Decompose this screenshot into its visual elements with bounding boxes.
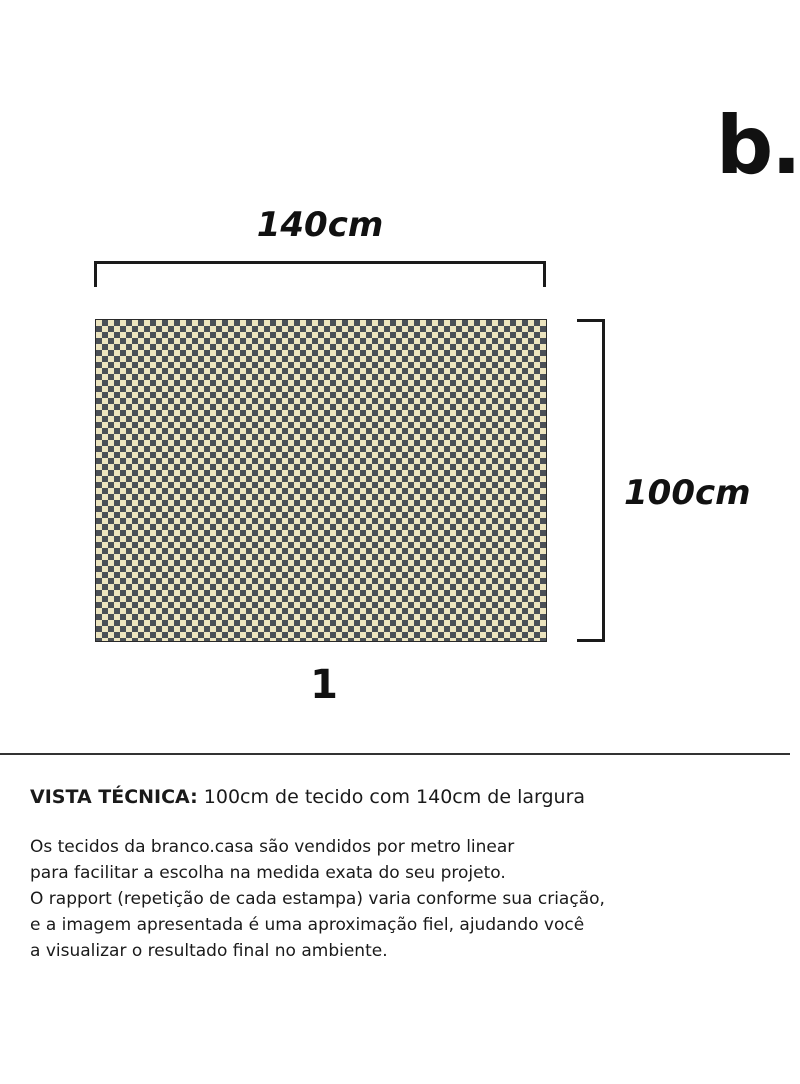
technical-view-line: [30, 784, 770, 810]
technical-view-text: 100cm de tecido com 140cm de largura: [203, 786, 586, 808]
description-line: e a imagem apresentada é uma aproximação fiel, ajudando você: [30, 915, 585, 935]
description-line: O rapport (repetição de cada estampa) varia conforme sua criação,: [30, 889, 605, 909]
description-paragraph: [30, 834, 770, 964]
section-divider: [0, 753, 790, 755]
description-line: para facilitar a escolha na medida exata do seu projeto.: [30, 863, 506, 883]
width-dimension-label: 140cm: [256, 205, 384, 245]
brand-logo: b.: [716, 99, 800, 192]
height-dimension-bracket: [577, 319, 605, 642]
height-dimension-label: 100cm: [624, 473, 751, 513]
description-line: a visualizar o resultado final no ambiente.: [30, 941, 388, 961]
technical-view-label: VISTA TÉCNICA:: [30, 786, 198, 808]
description-line: Os tecidos da branco.casa são vendidos por metro linear: [30, 837, 515, 857]
width-dimension-bracket: [94, 261, 546, 287]
piece-number: 1: [310, 662, 338, 708]
fabric-pattern-swatch: [95, 319, 547, 642]
